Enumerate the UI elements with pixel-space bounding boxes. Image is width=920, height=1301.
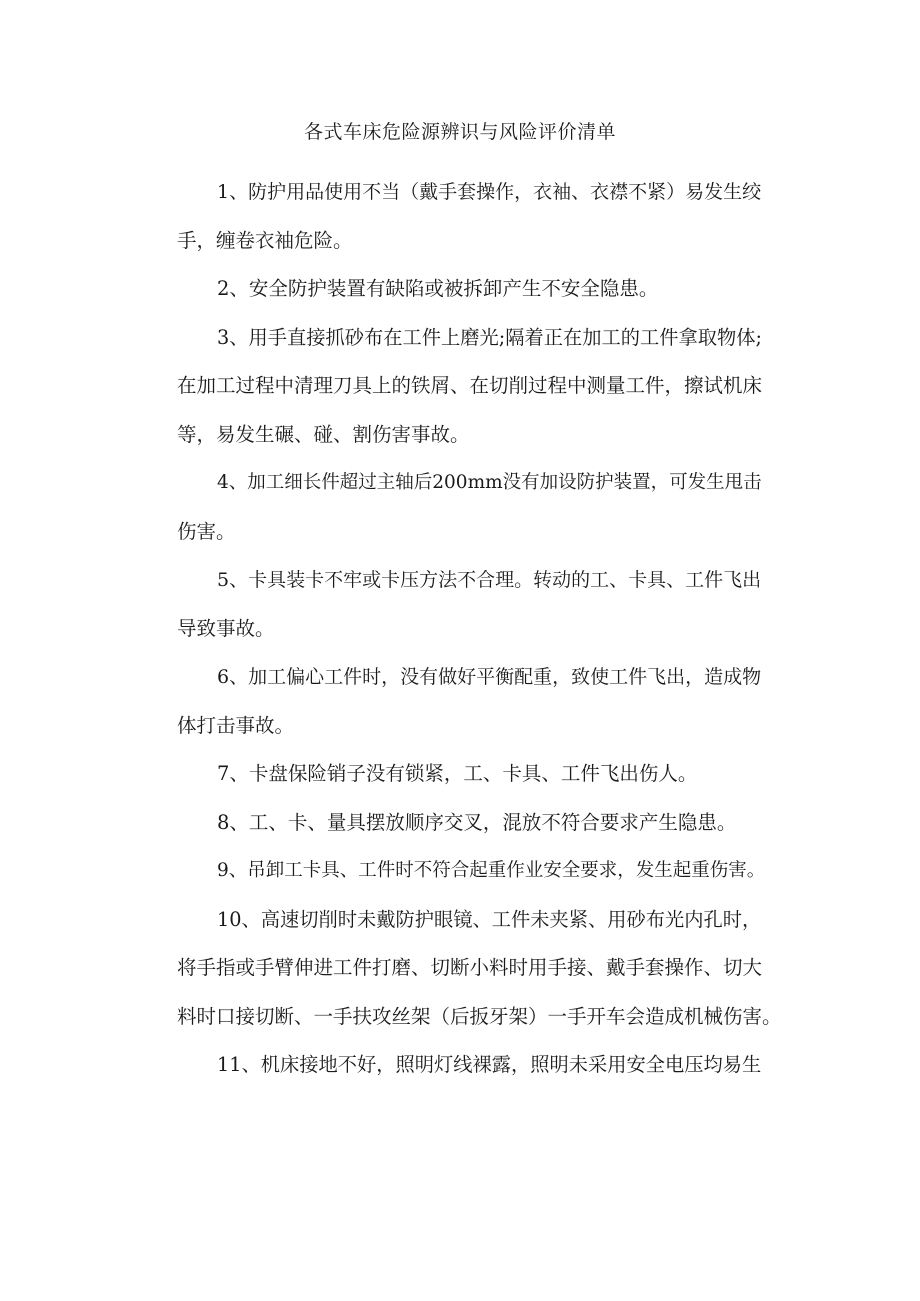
list-item-line: 6、加工偏心工件时，没有做好平衡配重，致使工件飞出，造成物 [217,666,762,688]
list-item-line: 10、高速切削时未戴防护眼镜、工件未夹紧、用砂布光内孔时， [217,907,762,931]
list-item-3 [137,314,797,460]
list-item-line: 在加工过程中清理刀具上的铁屑、在切削过程中测量工件，擦试机床 [177,374,763,397]
list-item-line: 3、用手直接抓砂布在工件上磨光;隔着正在加工的工件拿取物体; [217,325,762,349]
list-item-8 [137,799,797,848]
list-item-9 [137,847,797,896]
list-item-1 [137,168,797,265]
document-body [137,168,797,1090]
list-item-10 [137,896,797,1042]
list-item-line: 体打击事故。 [177,713,295,737]
list-item-line: 2、安全防护装置有缺陷或被拆卸产生不安全隐患。 [217,277,659,300]
list-item-7 [137,750,797,799]
list-item-line: 4、加工细长件超过主轴后200mm没有加设防护装置，可发生甩击 [217,472,762,493]
list-item-line: 9、吊卸工卡具、工件时不符合起重作业安全要求，发生起重伤害。 [217,860,766,881]
list-item-line: 7、卡盘保险销子没有锁紧，工、卡具、工件飞出伤人。 [217,762,698,785]
list-item-line: 8、工、卡、量具摆放顺序交叉，混放不符合要求产生隐患。 [217,810,737,834]
list-item-6 [137,653,797,750]
list-item-line: 料时口接切断、一手扶攻丝架（后扳牙架）一手开车会造成机械伤害。 [177,1004,782,1028]
list-item-line: 11、机床接地不好，照明灯线裸露，照明未采用安全电压均易生 [217,1053,762,1076]
list-item-line: 将手指或手臂伸进工件打磨、切断小料时用手接、戴手套操作、切大 [177,956,763,979]
list-item-5 [137,556,797,653]
list-item-line: 5、卡具装卡不牢或卡压方法不合理。转动的工、卡具、工件飞出 [217,569,762,591]
list-item-line: 等，易发生碾、碰、割伤害事故。 [177,422,470,446]
list-item-11 [137,1041,797,1090]
list-item-line: 1、防护用品使用不当（戴手套操作，衣袖、衣襟不紧）易发生绞 [217,181,762,203]
list-item-line: 伤害。 [177,519,236,543]
list-item-line: 导致事故。 [177,616,275,640]
list-item-2 [137,265,797,314]
list-item-line: 手，缠卷衣袖危险。 [177,228,353,252]
document-title: 各式车床危险源辨识与风险评价清单 [303,121,616,143]
list-item-4 [137,459,797,556]
